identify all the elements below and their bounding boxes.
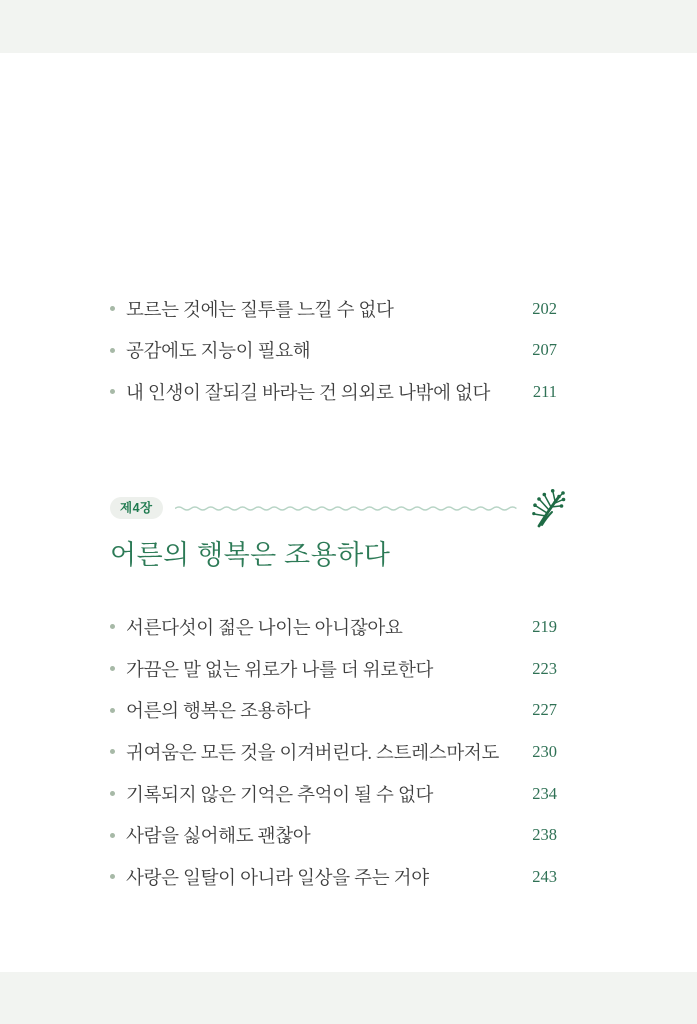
bullet-icon [110,791,115,796]
reader-bottom-margin [0,972,697,1024]
toc-entry-title: 가끔은 말 없는 위로가 나를 더 위로한다 [126,660,434,681]
toc-entry-title: 모르는 것에는 질투를 느낄 수 없다 [126,300,394,321]
chapter-title: 어른의 행복은 조용하다 [110,540,391,570]
toc-entry[interactable] [110,288,557,330]
toc-entry[interactable] [110,606,557,648]
chapter-header [110,496,568,520]
toc-list-chapter-4 [110,606,557,898]
bullet-icon [110,749,115,754]
toc-list-previous-chapter [110,288,557,413]
reader-top-margin [0,0,697,53]
plant-sprig-icon [532,487,568,529]
toc-entry-page-number: 219 [532,616,557,636]
toc-entry-page-number: 243 [532,866,557,886]
toc-entry[interactable] [110,731,557,773]
toc-entry[interactable] [110,814,557,856]
wavy-divider-line [175,505,524,512]
bullet-icon [110,389,115,394]
toc-entry-page-number: 227 [532,700,557,720]
toc-entry-page-number: 202 [532,298,557,318]
toc-entry-title: 기록되지 않은 기억은 추억이 될 수 없다 [126,785,434,806]
toc-entry-title: 공감에도 지능이 필요해 [126,342,311,363]
toc-entry-page-number: 211 [532,381,557,401]
bullet-icon [110,348,115,353]
bullet-icon [110,708,115,713]
toc-entry-title: 사람을 싫어해도 괜찮아 [126,827,311,848]
toc-entry-page-number: 207 [532,340,557,360]
toc-entry-title: 서른다섯이 젊은 나이는 아니잖아요 [126,618,403,639]
toc-entry-page-number: 223 [532,658,557,678]
chapter-badge: 제4장 [110,497,163,519]
toc-entry-title: 어른의 행복은 조용하다 [126,702,311,723]
bullet-icon [110,306,115,311]
bullet-icon [110,624,115,629]
toc-entry-page-number: 238 [532,825,557,845]
bullet-icon [110,874,115,879]
toc-entry-page-number: 234 [532,783,557,803]
toc-entry[interactable] [110,371,557,413]
bullet-icon [110,666,115,671]
toc-entry[interactable] [110,330,557,372]
toc-entry[interactable] [110,648,557,690]
bullet-icon [110,833,115,838]
toc-entry-title: 귀여움은 모든 것을 이겨버린다. 스트레스마저도 [126,743,500,764]
toc-entry[interactable] [110,773,557,815]
toc-entry-page-number: 230 [532,741,557,761]
toc-entry[interactable] [110,689,557,731]
toc-entry-title: 내 인생이 잘되길 바라는 건 의외로 나밖에 없다 [126,383,491,404]
toc-entry-title: 사랑은 일탈이 아니라 일상을 주는 거야 [126,868,429,889]
toc-entry[interactable] [110,856,557,898]
